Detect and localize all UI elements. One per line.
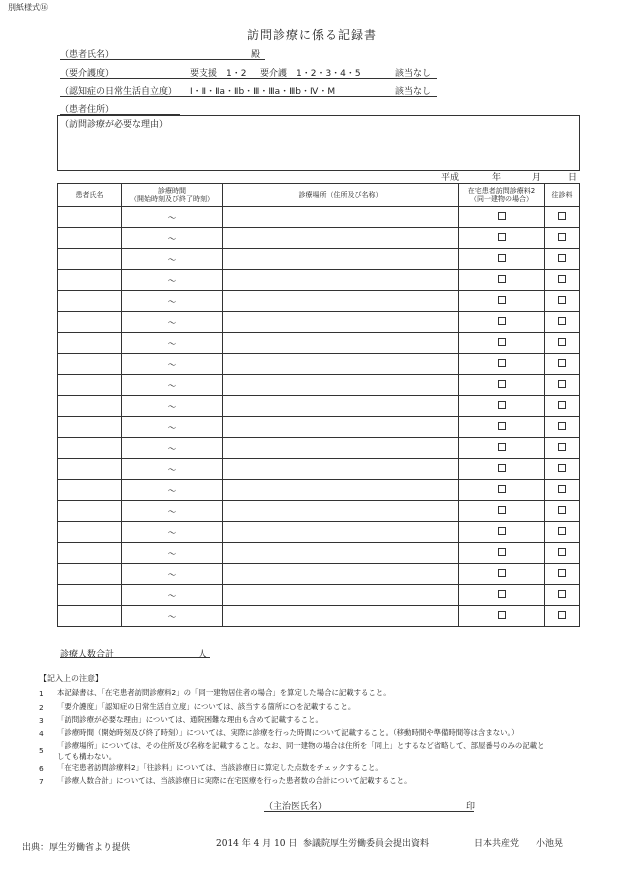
- date-day: 日: [568, 173, 578, 183]
- fee-inhome-cell: [545, 354, 580, 375]
- fee-inhome-checkbox[interactable]: [558, 212, 566, 220]
- fee-inhome-checkbox[interactable]: [558, 380, 566, 388]
- fee2-checkbox[interactable]: [498, 233, 506, 241]
- patient-name-cell[interactable]: [58, 207, 122, 228]
- table-row: [58, 375, 580, 396]
- place-cell[interactable]: [223, 459, 459, 480]
- fee-inhome-checkbox[interactable]: [558, 233, 566, 241]
- fee2-checkbox[interactable]: [498, 422, 506, 430]
- visit-time-cell[interactable]: [122, 459, 223, 480]
- visit-time-cell[interactable]: [122, 249, 223, 270]
- visit-time-cell[interactable]: [122, 606, 223, 627]
- time-separator: ～: [167, 276, 177, 287]
- patient-name-cell[interactable]: [58, 564, 122, 585]
- fee2-cell: [459, 480, 545, 501]
- fee2-cell: [459, 270, 545, 291]
- fee-inhome-checkbox[interactable]: [558, 464, 566, 472]
- place-cell[interactable]: [223, 480, 459, 501]
- place-cell[interactable]: [223, 606, 459, 627]
- header-visit-time: [122, 184, 223, 207]
- fee-inhome-checkbox[interactable]: [558, 338, 566, 346]
- table-row: [58, 564, 580, 585]
- date-month: 月: [532, 173, 542, 183]
- fee2-cell: [459, 333, 545, 354]
- time-separator: ～: [167, 381, 177, 392]
- fee2-cell: [459, 501, 545, 522]
- note-num-2: 2: [39, 703, 44, 712]
- fee-inhome-cell: [545, 417, 580, 438]
- fee2-checkbox[interactable]: [498, 590, 506, 598]
- patient-name-cell[interactable]: [58, 270, 122, 291]
- fee2-checkbox[interactable]: [498, 527, 506, 535]
- table-row: [58, 480, 580, 501]
- fee2-checkbox[interactable]: [498, 401, 506, 409]
- fee-inhome-cell: [545, 585, 580, 606]
- fee-inhome-checkbox[interactable]: [558, 548, 566, 556]
- place-cell[interactable]: [223, 249, 459, 270]
- fee2-checkbox[interactable]: [498, 464, 506, 472]
- fee-inhome-cell: [545, 291, 580, 312]
- header-visit-time-main: 診療時間: [158, 187, 186, 195]
- fee2-cell: [459, 396, 545, 417]
- fee-inhome-checkbox[interactable]: [558, 359, 566, 367]
- place-cell[interactable]: [223, 543, 459, 564]
- fee2-cell: [459, 207, 545, 228]
- fee2-cell: [459, 249, 545, 270]
- time-separator: ～: [167, 612, 177, 623]
- fee-inhome-cell: [545, 228, 580, 249]
- fee2-cell: [459, 291, 545, 312]
- note-num-1: 1: [39, 689, 44, 698]
- fee2-cell: [459, 438, 545, 459]
- patient-name-cell[interactable]: [58, 228, 122, 249]
- table-row: [58, 459, 580, 480]
- fee2-checkbox[interactable]: [498, 317, 506, 325]
- time-separator: ～: [167, 444, 177, 455]
- time-separator: ～: [167, 486, 177, 497]
- place-cell[interactable]: [223, 312, 459, 333]
- fee-inhome-cell: [545, 312, 580, 333]
- fee-inhome-checkbox[interactable]: [558, 401, 566, 409]
- time-separator: ～: [167, 255, 177, 266]
- fee-inhome-checkbox[interactable]: [558, 317, 566, 325]
- visit-time-cell[interactable]: [122, 480, 223, 501]
- patient-name-cell[interactable]: [58, 375, 122, 396]
- header-fee-inhome: 往診料: [545, 184, 580, 207]
- fee2-checkbox[interactable]: [498, 254, 506, 262]
- fee2-checkbox[interactable]: [498, 275, 506, 283]
- care-level-row: [60, 66, 437, 79]
- care-level-label: （要介護度）: [60, 69, 115, 79]
- reason-label: （訪問診療が必要な理由）: [60, 120, 169, 130]
- total-unit: 人: [198, 650, 208, 660]
- fee-inhome-checkbox[interactable]: [558, 590, 566, 598]
- footer-date: 2014 年 4 月 10 日: [216, 839, 298, 849]
- fee-inhome-checkbox[interactable]: [558, 275, 566, 283]
- fee-inhome-cell: [545, 459, 580, 480]
- fee2-cell: [459, 585, 545, 606]
- patient-name-cell[interactable]: [58, 606, 122, 627]
- table-row: [58, 228, 580, 249]
- fee-inhome-cell: [545, 564, 580, 585]
- patient-name-cell[interactable]: [58, 312, 122, 333]
- patient-name-field[interactable]: [60, 47, 265, 60]
- place-cell[interactable]: [223, 354, 459, 375]
- table-row: [58, 396, 580, 417]
- visit-record-table: [57, 183, 580, 627]
- place-cell[interactable]: [223, 270, 459, 291]
- patient-name-cell[interactable]: [58, 543, 122, 564]
- fee2-cell: [459, 522, 545, 543]
- total-field[interactable]: [60, 657, 210, 658]
- fee2-cell: [459, 312, 545, 333]
- care-level-na[interactable]: 該当なし: [395, 69, 432, 79]
- place-cell[interactable]: [223, 438, 459, 459]
- address-label: （患者住所）: [60, 105, 115, 115]
- place-cell[interactable]: [223, 501, 459, 522]
- time-separator: ～: [167, 423, 177, 434]
- fee-inhome-checkbox[interactable]: [558, 443, 566, 451]
- fee2-cell: [459, 543, 545, 564]
- fee-inhome-checkbox[interactable]: [558, 569, 566, 577]
- time-separator: ～: [167, 234, 177, 245]
- dementia-level-options[interactable]: Ⅰ・Ⅱ・Ⅱa・Ⅱb・Ⅲ・Ⅲa・Ⅲb・Ⅳ・M: [190, 87, 336, 97]
- visit-time-cell[interactable]: [122, 585, 223, 606]
- fee-inhome-checkbox[interactable]: [558, 485, 566, 493]
- visit-time-cell[interactable]: [122, 543, 223, 564]
- fee-inhome-cell: [545, 480, 580, 501]
- place-cell[interactable]: [223, 228, 459, 249]
- patient-name-suffix: 殿: [251, 50, 261, 60]
- visit-time-cell[interactable]: [122, 396, 223, 417]
- table-row: [58, 522, 580, 543]
- time-separator: ～: [167, 213, 177, 224]
- fee2-cell: [459, 228, 545, 249]
- fee2-checkbox[interactable]: [498, 380, 506, 388]
- fee-inhome-cell: [545, 249, 580, 270]
- fee-inhome-cell: [545, 543, 580, 564]
- fee-inhome-cell: [545, 207, 580, 228]
- place-cell[interactable]: [223, 375, 459, 396]
- header-patient-name: 患者氏名: [58, 184, 122, 207]
- date-era: 平成: [441, 173, 460, 183]
- time-separator: ～: [167, 591, 177, 602]
- table-row: [58, 585, 580, 606]
- address-field[interactable]: [60, 102, 180, 115]
- time-separator: ～: [167, 318, 177, 329]
- doctor-name-field[interactable]: [264, 799, 474, 812]
- fee2-cell: [459, 375, 545, 396]
- note-text-1: 本記録書は、「在宅患者訪問診療料2」の「同一建物居住者の場合」を算定した場合に記載すること。: [57, 688, 391, 697]
- form-tag: 別紙様式⑯: [8, 3, 48, 12]
- fee2-checkbox[interactable]: [498, 548, 506, 556]
- fee2-checkbox[interactable]: [498, 506, 506, 514]
- doctor-name-label: （主治医氏名）: [264, 802, 328, 812]
- patient-name-cell[interactable]: [58, 291, 122, 312]
- fee-inhome-cell: [545, 396, 580, 417]
- visit-time-cell[interactable]: [122, 270, 223, 291]
- time-separator: ～: [167, 339, 177, 350]
- time-separator: ～: [167, 402, 177, 413]
- footer-meeting: 参議院厚生労働委員会提出資料: [303, 839, 430, 849]
- header-place: 診療場所（住所及び名称）: [223, 184, 459, 207]
- note-text-6: 「在宅患者訪問診療料2」「往診料」については、当該診療日に算定した点数をチェックすること。: [57, 763, 383, 772]
- place-cell[interactable]: [223, 564, 459, 585]
- table-row: [58, 417, 580, 438]
- fee2-checkbox[interactable]: [498, 359, 506, 367]
- fee2-checkbox[interactable]: [498, 443, 506, 451]
- patient-name-cell[interactable]: [58, 585, 122, 606]
- visit-time-cell[interactable]: [122, 207, 223, 228]
- total-label: 診療人数合計: [60, 650, 115, 660]
- fee-inhome-checkbox[interactable]: [558, 296, 566, 304]
- visit-time-cell[interactable]: [122, 564, 223, 585]
- place-cell[interactable]: [223, 207, 459, 228]
- footer-person: 小池晃: [536, 839, 564, 849]
- table-row: [58, 606, 580, 627]
- care-level-support[interactable]: 要支援 1・2: [190, 69, 247, 79]
- visit-time-cell[interactable]: [122, 375, 223, 396]
- note-num-3: 3: [39, 716, 44, 725]
- dementia-level-na[interactable]: 該当なし: [395, 87, 432, 97]
- fee2-checkbox[interactable]: [498, 296, 506, 304]
- fee2-cell: [459, 564, 545, 585]
- note-num-4: 4: [39, 729, 44, 738]
- patient-name-cell[interactable]: [58, 354, 122, 375]
- fee2-cell: [459, 459, 545, 480]
- fee2-cell: [459, 354, 545, 375]
- page-title: 訪問診療に係る記録書: [247, 28, 378, 42]
- fee-inhome-cell: [545, 438, 580, 459]
- header-fee2: [459, 184, 545, 207]
- table-row: [58, 249, 580, 270]
- patient-name-cell[interactable]: [58, 501, 122, 522]
- table-row: [58, 543, 580, 564]
- note-num-5: 5: [39, 746, 44, 755]
- fee-inhome-cell: [545, 606, 580, 627]
- time-separator: ～: [167, 465, 177, 476]
- table-row: [58, 438, 580, 459]
- visit-time-cell[interactable]: [122, 354, 223, 375]
- fee-inhome-cell: [545, 270, 580, 291]
- visit-time-cell[interactable]: [122, 291, 223, 312]
- notes-heading: 【記入上の注意】: [39, 674, 103, 683]
- care-level-care[interactable]: 要介護 1・2・3・4・5: [260, 69, 361, 79]
- table-row: [58, 354, 580, 375]
- fee-inhome-cell: [545, 501, 580, 522]
- time-separator: ～: [167, 297, 177, 308]
- place-cell[interactable]: [223, 291, 459, 312]
- fee-inhome-checkbox[interactable]: [558, 422, 566, 430]
- patient-name-label: （患者氏名）: [60, 50, 115, 60]
- time-separator: ～: [167, 549, 177, 560]
- time-separator: ～: [167, 570, 177, 581]
- note-text-2: 「要介護度」「認知症の日常生活自立度」については、該当する箇所に○を記載すること。: [57, 702, 356, 711]
- table-row: [58, 501, 580, 522]
- visit-time-cell[interactable]: [122, 438, 223, 459]
- fee-inhome-checkbox[interactable]: [558, 527, 566, 535]
- date-year: 年: [492, 173, 502, 183]
- fee2-checkbox[interactable]: [498, 338, 506, 346]
- place-cell[interactable]: [223, 522, 459, 543]
- place-cell[interactable]: [223, 585, 459, 606]
- patient-name-cell[interactable]: [58, 249, 122, 270]
- table-row: [58, 312, 580, 333]
- note-text-4: 「診療時間（開始時刻及び終了時刻）」については、実際に診療を行った時間について記載すること。（移動時間や準備時間等は含まない。）: [57, 728, 519, 737]
- footer-party: 日本共産党: [474, 839, 520, 849]
- note-text-5: 「診療場所」については、その住所及び名称を記載すること。なお、同一建物の場合は住所を「同上」とするなど省略して、部屋番号のみの記載と: [57, 741, 545, 750]
- fee2-cell: [459, 417, 545, 438]
- note-text-3: 「訪問診療が必要な理由」については、通院困難な理由も含めて記載すること。: [57, 715, 323, 724]
- fee-inhome-checkbox[interactable]: [558, 506, 566, 514]
- fee2-checkbox[interactable]: [498, 485, 506, 493]
- fee2-checkbox[interactable]: [498, 611, 506, 619]
- note-num-6: 6: [39, 764, 44, 773]
- patient-name-cell[interactable]: [58, 459, 122, 480]
- fee-inhome-cell: [545, 375, 580, 396]
- fee-inhome-checkbox[interactable]: [558, 254, 566, 262]
- note-text-5-cont: しても構わない。: [57, 752, 117, 761]
- fee-inhome-cell: [545, 522, 580, 543]
- time-separator: ～: [167, 507, 177, 518]
- visit-time-cell[interactable]: [122, 312, 223, 333]
- visit-time-cell[interactable]: [122, 333, 223, 354]
- place-cell[interactable]: [223, 396, 459, 417]
- footer-source: 出典：厚生労働省より提供: [22, 843, 131, 853]
- patient-name-cell[interactable]: [58, 417, 122, 438]
- table-row: [58, 207, 580, 228]
- time-separator: ～: [167, 360, 177, 371]
- fee-inhome-checkbox[interactable]: [558, 611, 566, 619]
- visit-time-cell[interactable]: [122, 501, 223, 522]
- patient-name-cell[interactable]: [58, 333, 122, 354]
- patient-name-cell[interactable]: [58, 480, 122, 501]
- fee-inhome-cell: [545, 333, 580, 354]
- place-cell[interactable]: [223, 417, 459, 438]
- fee2-checkbox[interactable]: [498, 569, 506, 577]
- table-header-row: [58, 184, 580, 207]
- dementia-level-label: （認知症の日常生活自立度）: [60, 87, 178, 97]
- place-cell[interactable]: [223, 333, 459, 354]
- header-fee2-sub: （同一建物の場合）: [470, 195, 533, 203]
- visit-time-cell[interactable]: [122, 522, 223, 543]
- visit-time-cell[interactable]: [122, 417, 223, 438]
- patient-name-cell[interactable]: [58, 396, 122, 417]
- patient-name-cell[interactable]: [58, 438, 122, 459]
- note-text-7: 「診療人数合計」については、当該診療日に実際に在宅医療を行った患者数の合計について記載すること。: [57, 776, 412, 785]
- table-row: [58, 270, 580, 291]
- doctor-seal: 印: [466, 802, 476, 812]
- visit-time-cell[interactable]: [122, 228, 223, 249]
- table-row: [58, 333, 580, 354]
- header-visit-time-sub: （開始時刻及び終了時刻）: [130, 195, 214, 203]
- table-row: [58, 291, 580, 312]
- patient-name-cell[interactable]: [58, 522, 122, 543]
- note-num-7: 7: [39, 777, 44, 786]
- time-separator: ～: [167, 528, 177, 539]
- header-fee2-main: 在宅患者訪問診療料2: [467, 187, 536, 195]
- fee2-checkbox[interactable]: [498, 212, 506, 220]
- fee2-cell: [459, 606, 545, 627]
